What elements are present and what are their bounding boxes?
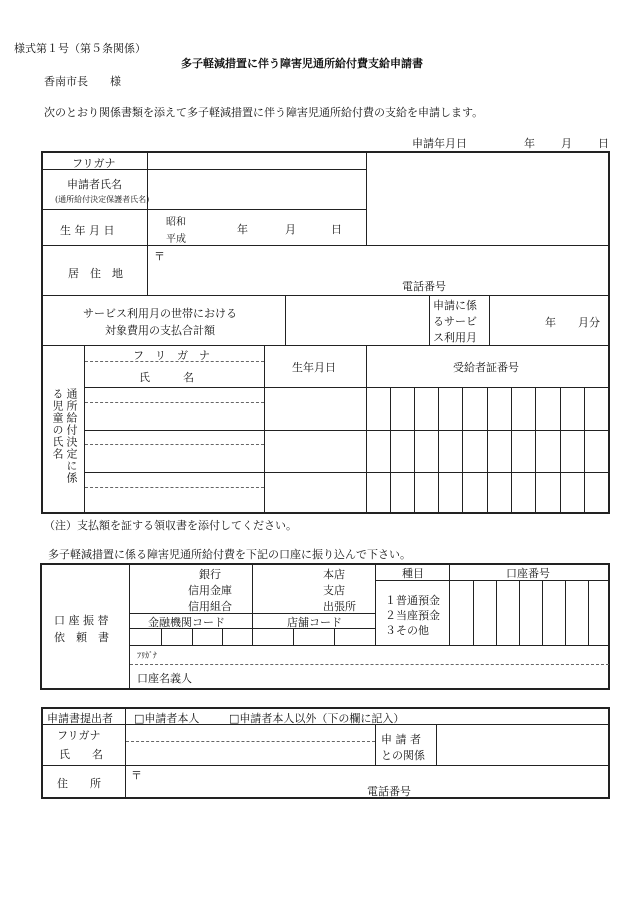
bank-side-label-2: 依 頼 書 [54,631,109,644]
branch-office: 出張所 [323,600,356,613]
address-label: 居 住 地 [68,267,123,280]
branch-code-label: 店舗コード [287,616,342,629]
era-heisei: 平成 [166,234,186,245]
submitter-name-label: 氏 名 [59,748,103,761]
birth-month: 月 [285,223,296,236]
account-holder-field[interactable] [256,666,606,686]
birth-year: 年 [237,223,248,236]
form-number: 様式第１号（第５条関係） [14,42,146,55]
application-date-day: 日 [598,137,609,150]
application-date-label: 申請年月日 [412,137,467,150]
account-kind-label: 種目 [402,567,424,580]
submitter-other-checkbox[interactable]: □申請者本人以外（下の欄に記入） [229,712,405,725]
children-side-label: 通所給付決定に係る児童の氏名 [51,388,78,484]
application-date-year: 年 [524,137,535,150]
submitter-label: 申請書提出者 [47,712,113,725]
submitter-name-field[interactable] [128,743,373,763]
service-month-label-1: 申請に係 [433,299,477,312]
phone-label: 電話番号 [402,280,446,293]
application-date-month: 月 [561,137,572,150]
service-month-month: 月分 [578,316,600,329]
applicant-furigana-field[interactable] [149,153,364,168]
submitter-address-label: 住 所 [57,777,101,790]
account-number-label: 口座番号 [506,567,550,580]
birthdate-label: 生 年 月 日 [60,224,115,237]
postal-mark: 〒 [154,250,165,263]
service-month-label-3: ス利用月 [433,331,477,344]
addressee: 香南市長 様 [44,75,121,88]
note-text: （注）支払額を証する領収書を添付してください。 [44,519,297,532]
service-total-field[interactable] [288,298,427,343]
applicant-furigana-label: フリガナ [72,157,116,170]
submitter-self-checkbox[interactable]: □申請者本人 [134,712,200,725]
address-field[interactable] [166,248,606,274]
submitter-postal-mark: 〒 [131,769,142,782]
service-month-label-2: るサービ [433,315,477,328]
birth-day: 日 [331,223,342,236]
relation-label-1: 申 請 者 [381,733,421,746]
child-birth-header: 生年月日 [292,361,336,374]
kind-toza: ２当座預金 [385,609,440,622]
child-furigana-header: フ リ ガ ナ [133,349,210,362]
service-month-year: 年 [545,316,556,329]
child-name-header: 氏 名 [139,371,194,384]
relation-field[interactable] [439,727,607,763]
relation-label-2: との関係 [381,749,425,762]
branch-main: 本店 [323,568,345,581]
account-holder-label: 口座名義人 [137,672,192,685]
bank-side-label-1: 口 座 振 替 [54,614,109,627]
submitter-phone-label: 電話番号 [367,785,411,798]
kind-futsu: １普通預金 [385,594,440,607]
bank-intro: 多子軽減措置に係る障害児通所給付費を下記の口座に振り込んで下さい。 [48,548,411,561]
intro-text: 次のとおり関係書類を添えて多子軽減措置に伴う障害児通所給付費の支給を申請します。 [44,106,484,119]
service-total-label-2: 対象費用の支払合計額 [105,324,215,337]
submitter-furigana-label: フリガナ [57,729,101,742]
applicant-name-note: (通所給付決定保護者氏名) [55,195,150,204]
form-title: 多子軽減措置に伴う障害児通所給付費支給申請書 [181,57,423,70]
holder-furigana-label: ﾌﾘｶﾞﾅ [137,651,157,660]
inst-shinkin: 信用金庫 [188,584,232,597]
service-total-label-1: サービス利用月の世帯における [83,307,237,320]
kind-other: ３その他 [385,624,429,637]
branch-sub: 支店 [323,584,345,597]
era-showa: 昭和 [166,217,186,228]
bank-code-label: 金融機関コード [148,616,225,629]
inst-bank: 銀行 [199,568,221,581]
inst-kumiai: 信用組合 [188,600,232,613]
applicant-name-field[interactable] [149,171,364,208]
cert-number-header: 受給者証番号 [453,361,519,374]
applicant-name-label: 申請者氏名 [67,178,122,191]
